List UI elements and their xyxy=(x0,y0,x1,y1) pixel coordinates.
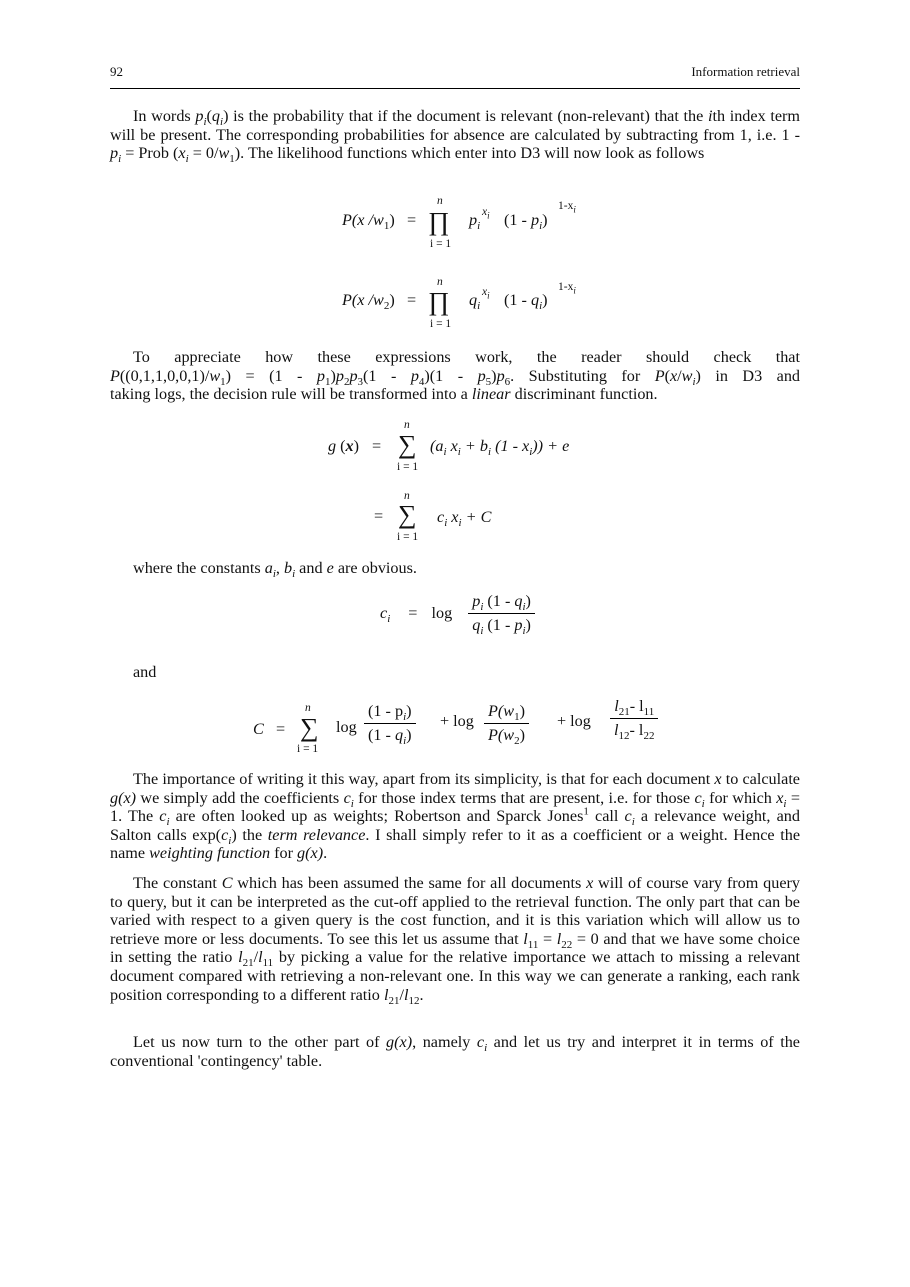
product-symbol: ∏ xyxy=(428,287,450,316)
running-header xyxy=(110,64,800,86)
paragraph-5: The constant C which has been assumed the same for all documents x will of course vary from query to query, but it can be interpreted as the cut-off applied to the retrieval function. The only part that can be varied with respect to a given query is the cost function, and it is this variation which will allow us to retrieve more or less documents. To see this let us assume that $l_{11} = l_{22} = 0$ and that we have some choice in setting the ratio $l_{21}/l_{11}$ by picking a value for the relative importance we attach to missing a relevant document compared with retrieving a non-relevant one. In this way we can generate a ranking, each rank position corresponding to a different ratio $l_{21}/l_{12}$. xyxy=(110,874,800,1007)
sum-symbol: ∑ xyxy=(398,500,417,529)
page-number: 92 xyxy=(110,64,123,79)
paragraph-2: To appreciate how these expressions work, the reader should check that $P((0,1,1,0,0,1)/w_1) = (1 - p_1)p_2p_3(1 - p_4)(1 - p_5)p_6$. Substituting for $P(x/w_i)$ in D3 and taking logs, the decision rule will be transformed into a linear discriminant function. xyxy=(110,348,801,404)
sum-symbol: ∑ xyxy=(300,713,319,742)
paragraph-4: The importance of writing it this way, apart from its simplicity, is that for each document x to calculate g(x) we simply add the coefficients $c_i$ for those index terms that are present, i.e. for those $c_i$ for which $x_i = 1$. The $c_i$ are often looked up as weights; Robertson and Sparck Jones$^1$ call $c_i$ a relevance weight, and Salton calls $\exp(c_i)$ the term relevance. I shall simply refer to it as a coefficient or a weight. Hence the name weighting function for g(x). xyxy=(110,770,801,863)
header-rule xyxy=(110,88,800,89)
sum-symbol: ∑ xyxy=(398,430,417,459)
equation-coefficient: $c_i = \log$ $\frac{p_i (1 - q_i)}{q_i (1 - p_i)}$ xyxy=(380,592,535,635)
running-title: Information retrieval xyxy=(691,64,800,79)
paragraph-3: where the constants $a_i$, $b_i$ and e are obvious. xyxy=(133,559,417,581)
paragraph-1: In words $p_i(q_i)$ is the probability that if the document is relevant (non-relevant) that the ith index term will be present. The corresponding probabilities for absence are calculated by subtracting from 1, i.e. $1 - p_i$ = Prob $(x_i = 0/w_1)$. The likelihood functions which enter into D3 will now look as follows xyxy=(110,107,801,166)
product-symbol: ∏ xyxy=(428,207,450,236)
coefficient-fraction: $\frac{p_i (1 - q_i)}{q_i (1 - p_i)}$ xyxy=(468,592,535,635)
and-text: and xyxy=(133,663,157,681)
paragraph-6: Let us now turn to the other part of g(x), namely $c_i$ and let us try and interpret it in terms of the conventional 'contingency' table. xyxy=(110,1033,800,1070)
